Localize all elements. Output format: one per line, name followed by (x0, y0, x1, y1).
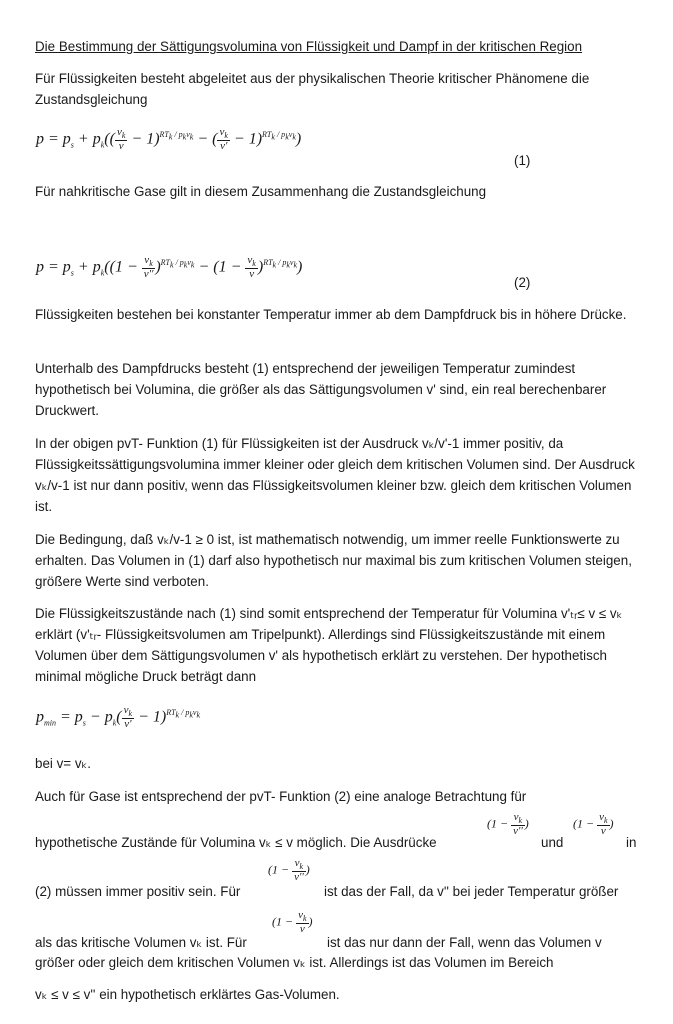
fraction-1-minus-vk-over-v-b: (1 − $\frac{v_k}{v}$ ) (272, 909, 313, 936)
paragraph-4: Unterhalb des Dampfdrucks besteht (1) entsprechend der jeweiligen Temperatur zumindest hypothetisch bei Volumina, die größer als das Sättigungsvolumen v' sind, ein real berechenbarer Druckwert. (35, 361, 607, 418)
fraction-1-minus-vk-over-v: (1 − $\frac{v_k}{v}$ ) (573, 811, 614, 838)
paragraph-6: Die Bedingung, daß vₖ/v-1 ≥ 0 ist, ist mathematisch notwendig, um immer reelle Funktionswerte zu erhalten. Das Volumen in (1) darf also hypothetisch nur maximal bis zum kritischen Volumen steigen, größere Werte sind verboten. (35, 532, 632, 589)
fraction-1-minus-vk-over-v2: (1 − $\frac{v_k}{v''}$ ) (487, 811, 529, 838)
paragraph-8: bei v= vₖ. (35, 756, 91, 771)
paragraph-10a: hypothetische Zustände für Volumina vₖ ≤ v möglich. Die Ausdrücke (35, 835, 437, 850)
paragraph-11b: ist das der Fall, da v'' bei jeder Temperatur größer (324, 884, 619, 899)
equation-2: $p = p_s + p_k((1$ − $\frac{v_k}{v''}$ )$^{RT_k / p_kv_k}$ − (1 − $\frac{v_k}{v}$ )$^{RT_k / p_kv_k}$) (36, 254, 303, 281)
paragraph-2: Für nahkritische Gase gilt in diesem Zusammenhang die Zustandsgleichung (35, 184, 487, 199)
paragraph-13: größer oder gleich dem kritischen Volumen vₖ ist. Allerdings ist das Volumen im Bereich (35, 955, 554, 970)
paragraph-11a: (2) müssen immer positiv sein. Für (35, 884, 241, 899)
equation-1-number: (1) (514, 153, 531, 168)
paragraph-5: In der obigen pvT- Funktion (1) für Flüssigkeiten ist der Ausdruck vₖ/v'-1 immer positiv, da Flüssigkeitssättigungsvolumina immer kleiner oder gleich dem kritischen Volumen sind. Der Ausdruck vₖ/v-1 ist nur dann positiv, wenn das Flüssigkeitsvolumen kleiner bzw. gleich dem kritischen Volumen ist. (35, 436, 635, 514)
paragraph-7: Die Flüssigkeitszustände nach (1) sind somit entsprechend der Temperatur für Volumina v'ₜᵣ≤ v ≤ vₖ erklärt (v'ₜᵣ- Flüssigkeitsvolumen am Tripelpunkt). Allerdings sind Flüssigkeitszustände mit einem Volumen über dem Sättigungsvolumen v' als hypothetisch erklärt zu verstehen. Der hypothetisch minimal mögliche Druck beträgt dann (35, 606, 623, 684)
equation-1: $p = p_s + p_k$(( $\frac{v_k}{v}$ − 1)$^{RT_k / p_kv_k}$ − ( $\frac{v_k}{v'}$ − 1)$^{RT_k / p_kv_k}$) (36, 126, 302, 153)
paragraph-10c: in (626, 835, 637, 850)
paragraph-14: vₖ ≤ v ≤ v'' ein hypothetisch erklärtes Gas-Volumen. (35, 987, 340, 1002)
paragraph-9: Auch für Gase ist entsprechend der pvT- Funktion (2) eine analoge Betrachtung für (35, 789, 527, 804)
fraction-1-minus-vk-over-v2-b: (1 − $\frac{v_k}{v''}$ ) (268, 857, 310, 884)
equation-pmin: $p_{min} = p_s - p_k$( $\frac{v_k}{v'}$ − 1)$^{RT_k / p_kv_k}$ (36, 704, 201, 731)
equation-2-number: (2) (514, 275, 531, 290)
paragraph-1: Für Flüssigkeiten besteht abgeleitet aus der physikalischen Theorie kritischer Phänomene die Zustandsgleichung (35, 71, 590, 107)
paragraph-3: Flüssigkeiten bestehen bei konstanter Temperatur immer ab dem Dampfdruck bis in höhere Drücke. (35, 307, 627, 322)
document-title: Die Bestimmung der Sättigungsvolumina von Flüssigkeit und Dampf in der kritischen Region (35, 39, 583, 54)
paragraph-12a: als das kritische Volumen vₖ ist. Für (35, 935, 247, 950)
paragraph-10b: und (541, 835, 564, 850)
paragraph-12b: ist das nur dann der Fall, wenn das Volumen v (327, 935, 602, 950)
